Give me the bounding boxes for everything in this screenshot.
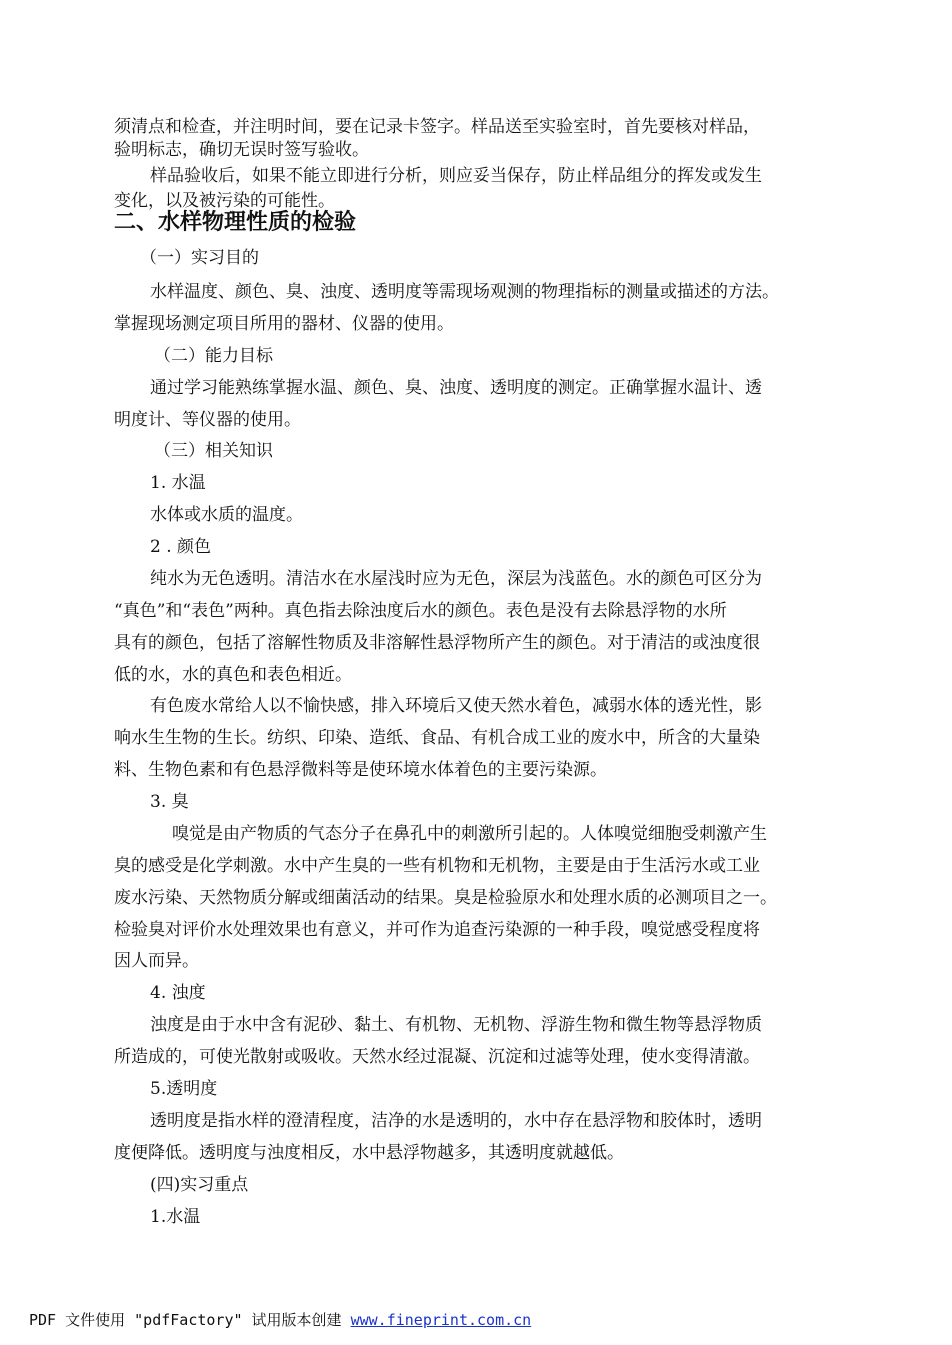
- paragraph-line: 具有的颜色，包括了溶解性物质及非溶解性悬浮物所产生的颜色。对于清洁的或浊度很: [114, 633, 760, 653]
- subsection-title: （二）能力目标: [154, 346, 273, 366]
- item-title: 1.水温: [150, 1207, 201, 1227]
- subsection-title: (四)实习重点: [150, 1175, 249, 1195]
- paragraph-line: 验明标志，确切无误时签写验收。: [114, 140, 369, 160]
- paragraph-line: 样品验收后，如果不能立即进行分析，则应妥当保存，防止样品组分的挥发或发生: [150, 166, 762, 186]
- paragraph-line: 变化，以及被污染的可能性。: [114, 191, 335, 211]
- item-title: 4. 浊度: [150, 983, 206, 1003]
- paragraph-line: 度便降低。透明度与浊度相反，水中悬浮物越多，其透明度就越低。: [114, 1143, 624, 1163]
- footer-link[interactable]: www.fineprint.com.cn: [350, 1311, 532, 1329]
- paragraph-line: 透明度是指水样的澄清程度，洁净的水是透明的，水中存在悬浮物和胶体时，透明: [150, 1111, 762, 1131]
- paragraph-line: 须清点和检查，并注明时间，要在记录卡签字。样品送至实验室时，首先要核对样品，: [114, 117, 760, 137]
- pdf-footer: [29, 1309, 531, 1330]
- item-title: 5.透明度: [150, 1079, 218, 1099]
- item-title: 1. 水温: [150, 473, 206, 493]
- paragraph-line: 嗅觉是由产物质的气态分子在鼻孔中的刺激所引起的。人体嗅觉细胞受刺激产生: [172, 824, 767, 844]
- paragraph-line: 料、生物色素和有色悬浮微料等是使环境水体着色的主要污染源。: [114, 760, 607, 780]
- paragraph-line: 掌握现场测定项目所用的器材、仪器的使用。: [114, 314, 454, 334]
- paragraph-line: 响水生生物的生长。纺织、印染、造纸、食品、有机合成工业的废水中，所含的大量染: [114, 728, 760, 748]
- paragraph-line: 纯水为无色透明。清洁水在水屋浅时应为无色，深层为浅蓝色。水的颜色可区分为: [150, 569, 762, 589]
- paragraph-line: 有色废水常给人以不愉快感，排入环境后又使天然水着色，减弱水体的透光性，影: [150, 696, 762, 716]
- paragraph-line: 通过学习能熟练掌握水温、颜色、臭、浊度、透明度的测定。正确掌握水温计、透: [150, 378, 762, 398]
- section-heading: 二、水样物理性质的检验: [114, 210, 357, 235]
- item-title: 2 . 颜色: [150, 537, 212, 557]
- subsection-title: （一）实习目的: [140, 248, 259, 268]
- item-title: 3. 臭: [150, 792, 189, 812]
- paragraph-line: 明度计、等仪器的使用。: [114, 410, 301, 430]
- paragraph-line: 所造成的，可使光散射或吸收。天然水经过混凝、沉淀和过滤等处理，使水变得清澈。: [114, 1047, 760, 1067]
- paragraph-line: 低的水，水的真色和表色相近。: [114, 665, 352, 685]
- paragraph-line: 检验臭对评价水处理效果也有意义，并可作为追查污染源的一种手段，嗅觉感受程度将: [114, 920, 760, 940]
- paragraph-line: 臭的感受是化学刺激。水中产生臭的一些有机物和无机物，主要是由于生活污水或工业: [114, 856, 760, 876]
- paragraph-line: 废水污染、天然物质分解或细菌活动的结果。臭是检验原水和处理水质的必测项目之一。: [114, 888, 777, 908]
- paragraph-line: 水样温度、颜色、臭、浊度、透明度等需现场观测的物理指标的测量或描述的方法。: [150, 282, 779, 302]
- paragraph-line: 水体或水质的温度。: [150, 505, 303, 525]
- paragraph-line: “真色”和“表色”两种。真色指去除浊度后水的颜色。表色是没有去除悬浮物的水所: [114, 601, 727, 621]
- subsection-title: （三）相关知识: [154, 441, 273, 461]
- paragraph-line: 浊度是由于水中含有泥砂、黏土、有机物、无机物、浮游生物和微生物等悬浮物质: [150, 1015, 762, 1035]
- paragraph-line: 因人而异。: [114, 951, 199, 971]
- footer-text: PDF 文件使用 "pdfFactory" 试用版本创建: [29, 1311, 351, 1329]
